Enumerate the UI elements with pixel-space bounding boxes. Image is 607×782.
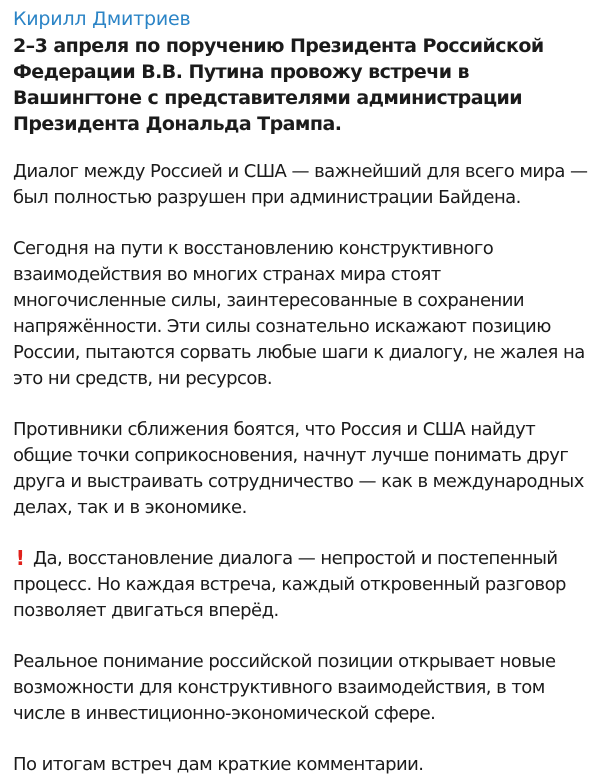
message-paragraph-4: [13, 546, 593, 624]
message-paragraph-3: Противники сближения боятся, что Россия и США найдут общие точки соприкосновения, начнут лучше понимать друг друга и выстраивать сотрудничество — как в международных делах, так и в экономике.: [13, 419, 584, 518]
exclamation-icon: !: [15, 546, 25, 570]
message-paragraph-6: По итогам встреч дам краткие комментарии.: [13, 754, 424, 775]
message-paragraph-5: Реальное понимание российской позиции открывает новые возможности для конструктивного взаимодействия, в том числе в инвестиционно-экономической сфере.: [13, 651, 556, 724]
message-paragraph-4-text: Да, восстановление диалога — непростой и постепенный процесс. Но каждая встреча, каждый откровенный разговор позволяет двигаться вперёд.: [13, 548, 566, 621]
message-paragraph-1: Диалог между Россией и США — важнейший для всего мира — был полностью разрушен при администрации Байдена.: [13, 161, 588, 208]
author-name[interactable]: Кирилл Дмитриев: [13, 8, 191, 30]
message-headline: 2–3 апреля по поручению Президента Российской Федерации В.В. Путина провожу встречи в Вашингтоне с представителями администрации Президента Дональда Трампа.: [13, 35, 544, 135]
message-paragraph-2: Сегодня на пути к восстановлению конструктивного взаимодействия во многих странах мира стоят многочисленные силы, заинтересованные в сохранении напряжённости. Эти силы сознательно искажают позицию России, пытаются сорвать любые шаги к диалогу, не жалея на это ни средств, ни ресурсов.: [13, 238, 585, 389]
